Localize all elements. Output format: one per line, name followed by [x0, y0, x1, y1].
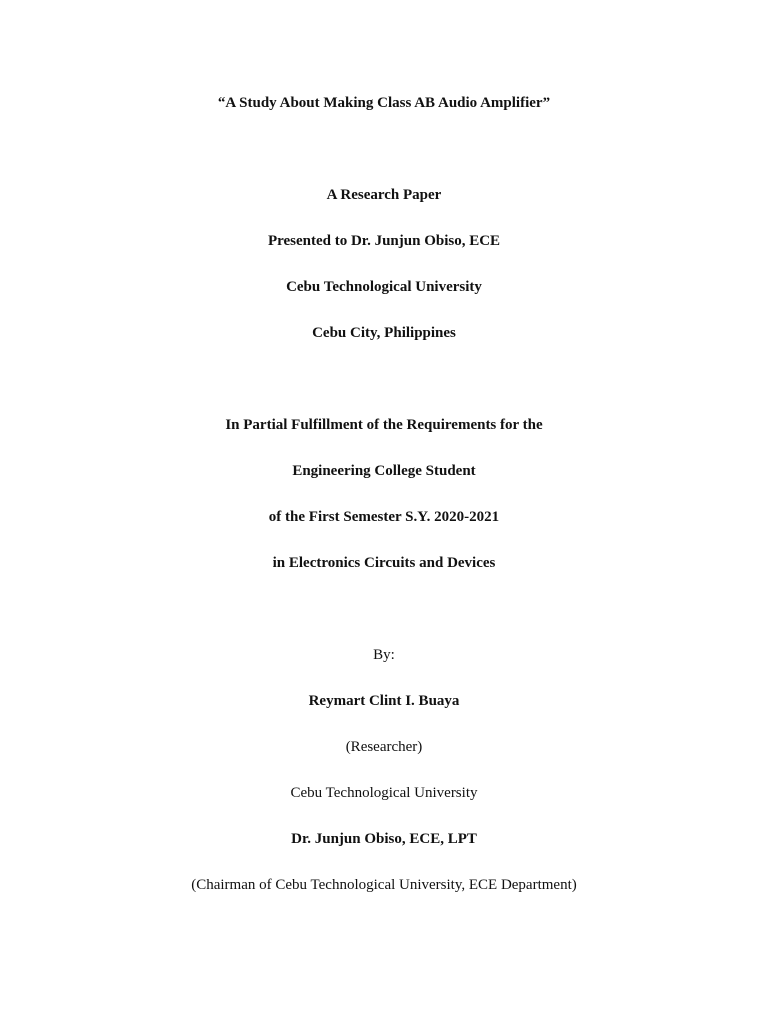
university-name: Cebu Technological University: [286, 279, 482, 295]
fulfillment-line-3: of the First Semester S.Y. 2020-2021: [268, 509, 500, 525]
fulfillment-line-1: In Partial Fulfillment of the Requirements for the: [225, 417, 543, 433]
researcher-name: Reymart Clint I. Buaya: [308, 693, 460, 709]
by-label: By:: [373, 647, 395, 663]
researcher-role: (Researcher): [345, 739, 423, 755]
adviser-role: (Chairman of Cebu Technological University, ECE Department): [191, 877, 577, 893]
researcher-affiliation: Cebu Technological University: [290, 785, 478, 801]
paper-title: “A Study About Making Class AB Audio Amplifier”: [217, 95, 551, 111]
fulfillment-line-4: in Electronics Circuits and Devices: [272, 555, 496, 571]
adviser-name: Dr. Junjun Obiso, ECE, LPT: [291, 831, 477, 847]
paper-type: A Research Paper: [326, 187, 442, 203]
presented-to: Presented to Dr. Junjun Obiso, ECE: [267, 233, 501, 249]
fulfillment-line-2: Engineering College Student: [292, 463, 476, 479]
university-location: Cebu City, Philippines: [312, 325, 456, 341]
